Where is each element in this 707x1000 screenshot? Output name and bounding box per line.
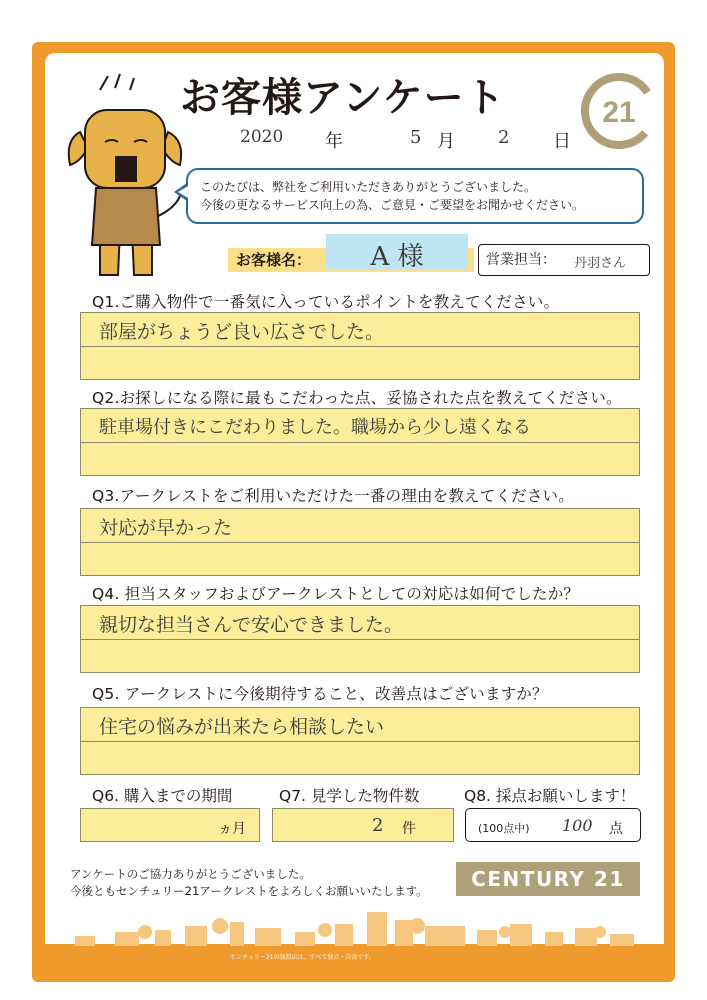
staff-value: 丹羽さん	[574, 256, 627, 271]
greeting-line-1: このたびは、弊社をご利用いただきありがとうございました。	[200, 180, 537, 194]
question-7-label: Q7. 見学した物件数	[279, 787, 420, 805]
answer-5-box	[80, 707, 640, 775]
question-2-label: Q2.お探しになる際に最もこだわった点、妥協された点を教えてください。	[92, 389, 622, 407]
answer-7-value: 2	[372, 815, 384, 836]
month-value: 5	[410, 127, 422, 148]
town-skyline-illustration	[45, 896, 664, 958]
answer-3-text: 対応が早かった	[99, 517, 233, 539]
answer-1-text: 部屋がちょうど良い広さでした。	[99, 321, 385, 343]
score-prefix: (100点中)	[478, 822, 530, 835]
thanks-line-1: アンケートのご協力ありがとうございました。	[70, 867, 311, 881]
answer-4-text: 親切な担当さんで安心できました。	[99, 614, 404, 636]
thanks-message	[70, 866, 428, 900]
survey-title: お客様アンケート	[180, 75, 506, 121]
question-6-label: Q6. 購入までの期間	[92, 787, 233, 805]
day-label: 日	[553, 131, 571, 152]
answer-7-box	[272, 808, 454, 842]
day-value: 2	[498, 127, 510, 148]
customer-name-label: お客様名：	[236, 251, 312, 269]
answer-1-box	[80, 312, 640, 380]
score-unit: 点	[609, 821, 623, 837]
thanks-line-2: 今後ともセンチュリー21アークレストをよろしくお願いいたします。	[70, 884, 428, 898]
footer-note: センチュリー21の加盟店は、すべて独立・自営です。	[230, 954, 375, 961]
speech-bubble-tail-fill	[178, 186, 188, 198]
question-8-label: Q8. 採点お願いします！	[464, 787, 636, 805]
answer-2-text: 駐車場付きにこだわりました。職場から少し遠くなる	[99, 417, 531, 438]
staff-label: 営業担当：	[486, 252, 556, 268]
question-5-label: Q5. アークレストに今後期待すること、改善点はございますか？	[92, 685, 548, 703]
logo-number: 21	[602, 96, 636, 129]
answer-6-unit: ヵ月	[218, 821, 246, 837]
century21-logo-icon	[578, 70, 660, 152]
greeting-line-2: 今後の更なるサービス向上の為、ご意見・ご要望をお聞かせください。	[200, 198, 585, 212]
question-4-label: Q4. 担当スタッフおよびアークレストとしての対応は如何でしたか？	[92, 585, 580, 603]
greeting-bubble	[186, 168, 644, 224]
century21-brand-banner: CENTURY 21	[456, 862, 640, 896]
answer-4-box	[80, 605, 640, 673]
question-1-label: Q1.ご購入物件で一番気に入っているポイントを教えてください。	[92, 293, 560, 311]
score-value: 100	[562, 816, 593, 835]
answer-2-box	[80, 408, 640, 476]
year-value: 2020	[240, 127, 284, 147]
month-label: 月	[437, 131, 455, 152]
question-3-label: Q3.アークレストをご利用いただけた一番の理由を教えてください。	[92, 487, 574, 505]
answer-3-box	[80, 508, 640, 576]
answer-7-unit: 件	[402, 821, 416, 837]
year-label: 年	[325, 131, 343, 152]
mascot-dog-illustration	[60, 70, 190, 290]
customer-name-value: A 様	[370, 242, 424, 272]
answer-5-text: 住宅の悩みが出来たら相談したい	[99, 716, 385, 738]
